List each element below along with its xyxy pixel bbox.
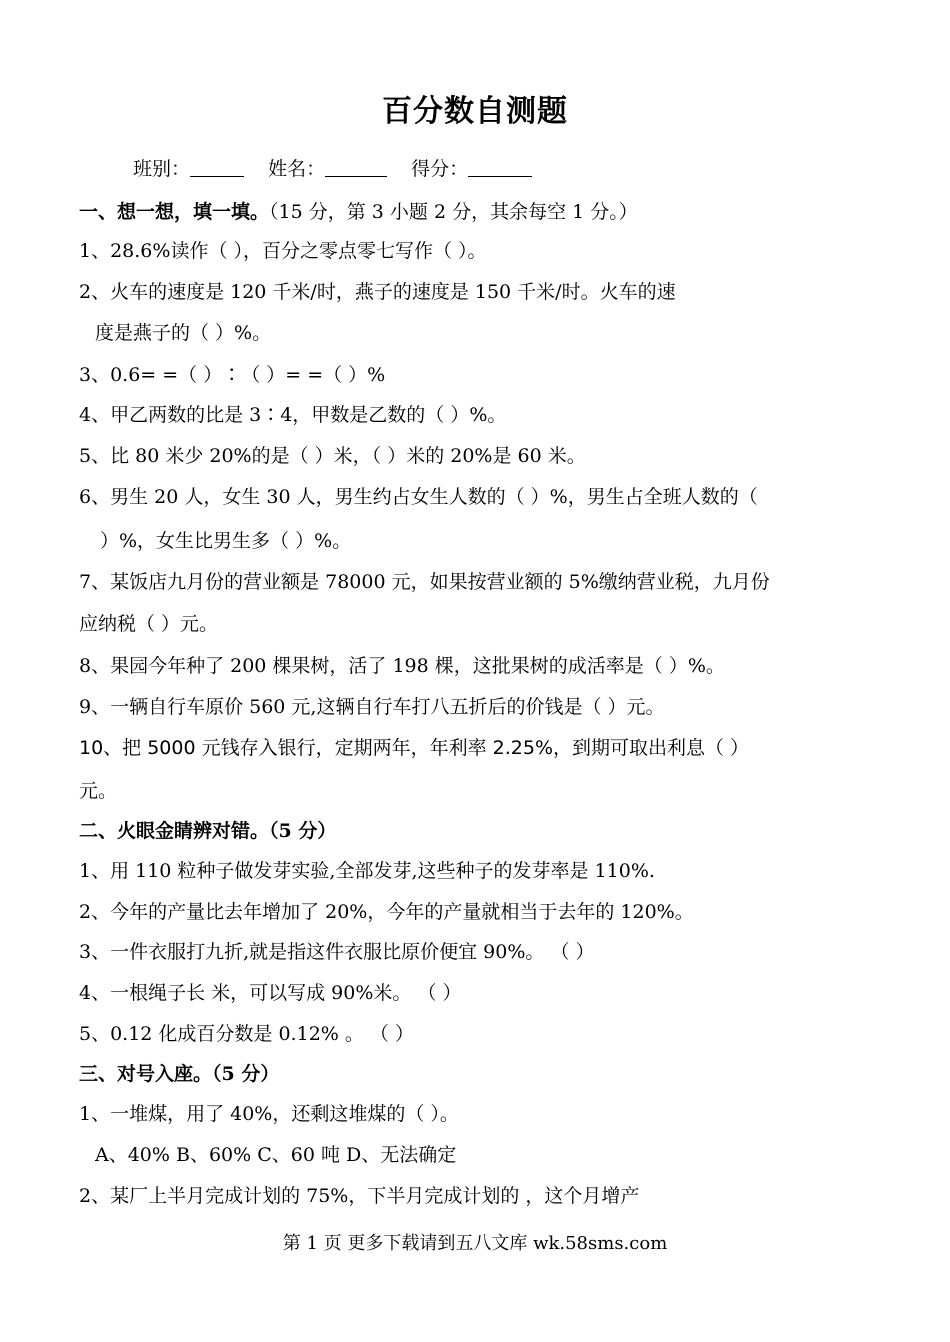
s1-question-7a: 7、某饭店九月份的营业额是 78000 元，如果按营业额的 5%缴纳营业税，九月份	[79, 571, 770, 593]
name-field	[268, 158, 393, 180]
s1-question-6b: ）%，女生比男生多（ ）%。	[100, 530, 352, 552]
s1-question-4: 4、甲乙两数的比是 3∶4，甲数是乙数的（ ）%。	[79, 404, 507, 426]
name-blank[interactable]	[325, 158, 387, 177]
s2-question-4: 4、一根绳子长 米，可以写成 90%米。 （ ）	[79, 982, 462, 1004]
s1-question-7b: 应纳税（ ）元。	[79, 613, 219, 635]
s1-question-10a: 10、把 5000 元钱存入银行，定期两年，年利率 2.25%，到期可取出利息（ ）	[79, 737, 750, 759]
class-field	[133, 158, 250, 180]
section1-heading-line	[79, 197, 638, 224]
section1-note: （15 分，第 3 小题 2 分，其余每空 1 分。）	[269, 201, 638, 223]
s3-question-1-options: A、40% B、60% C、60 吨 D、无法确定	[95, 1144, 457, 1166]
score-label: 得分：	[411, 158, 469, 180]
score-field	[411, 158, 532, 180]
s1-question-8: 8、果园今年种了 200 棵果树，活了 198 棵，这批果树的成活率是（ ）%。	[79, 655, 725, 677]
section1-heading: 一、想一想，填一填。	[79, 201, 270, 223]
s1-question-2a: 2、火车的速度是 120 千米/时，燕子的速度是 150 千米/时。火车的速	[79, 281, 676, 303]
s3-question-2: 2、某厂上半月完成计划的 75%，下半月完成计划的 ，这个月增产	[79, 1185, 640, 1207]
s1-question-6a: 6、男生 20 人，女生 30 人，男生约占女生人数的（ ）%，男生占全班人数的（	[79, 486, 758, 508]
section2-heading: 二、火眼金睛辨对错。（5 分）	[79, 820, 337, 842]
class-label: 班别：	[133, 158, 191, 180]
s2-question-3: 3、一件衣服打九折,就是指这件衣服比原价便宜 90%。 （ ）	[79, 941, 595, 963]
s3-question-1: 1、一堆煤，用了 40%，还剩这堆煤的（ ）。	[79, 1103, 459, 1125]
s2-question-1: 1、用 110 粒种子做发芽实验,全部发芽,这些种子的发芽率是 110%.	[79, 860, 655, 882]
s1-question-3: 3、0.6= =（ ）∶（ ）= =（ ）%	[79, 364, 386, 386]
section3-heading: 三、对号入座。（5 分）	[79, 1063, 280, 1085]
s1-question-10b: 元。	[79, 780, 118, 802]
score-blank[interactable]	[468, 158, 532, 177]
s1-question-2b: 度是燕子的（ ）%。	[95, 322, 272, 344]
s1-question-5: 5、比 80 米少 20%的是（ ）米，（ ）米的 20%是 60 米。	[79, 445, 586, 467]
name-label: 姓名：	[268, 158, 326, 180]
s2-question-2: 2、今年的产量比去年增加了 20%，今年的产量就相当于去年的 120%。	[79, 901, 694, 923]
page-title: 百分数自测题	[382, 94, 568, 129]
s1-question-9: 9、一辆自行车原价 560 元,这辆自行车打八五折后的价钱是（ ）元。	[79, 696, 665, 718]
s2-question-5: 5、0.12 化成百分数是 0.12% 。 （ ）	[79, 1023, 414, 1045]
class-blank[interactable]	[190, 158, 244, 177]
page-footer: 第 1 页 更多下载请到五八文库 wk.58sms.com	[282, 1233, 668, 1254]
student-info-line	[133, 154, 550, 181]
s1-question-1: 1、28.6%读作（ ），百分之零点零七写作（ ）。	[79, 240, 487, 262]
